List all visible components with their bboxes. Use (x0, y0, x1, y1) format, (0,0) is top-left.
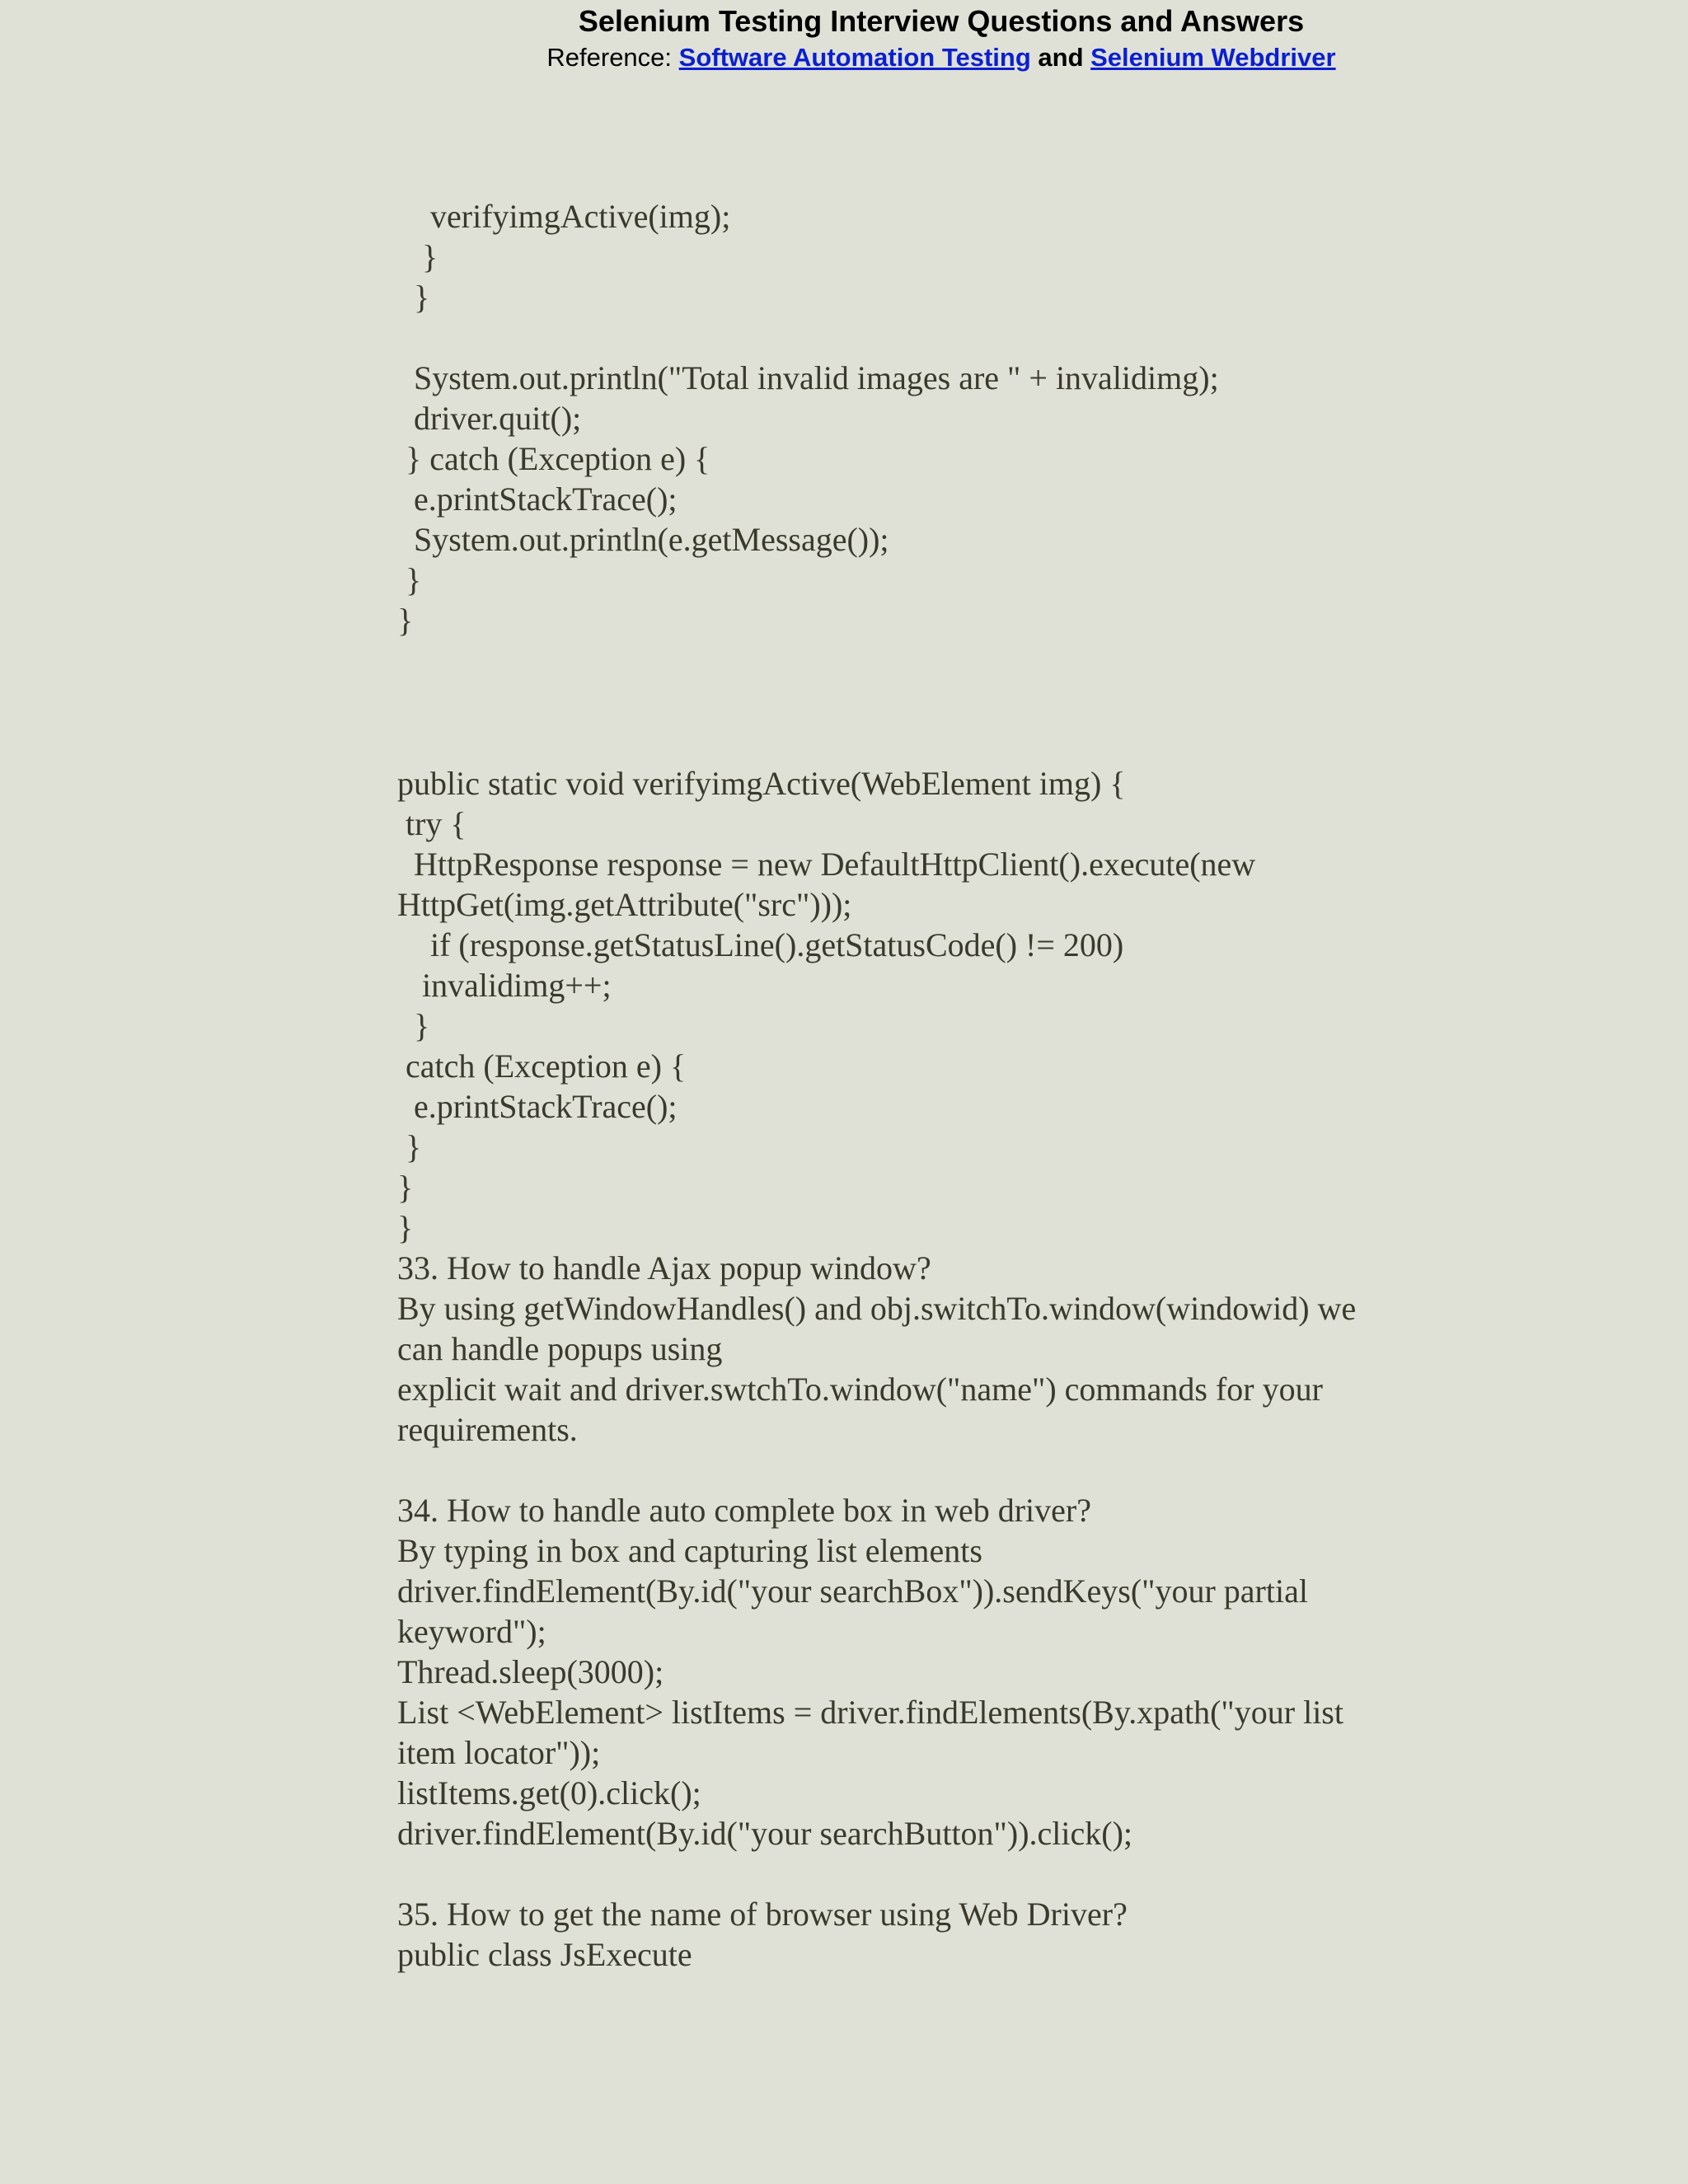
code-line: } (397, 561, 422, 598)
reference-and: and (1030, 43, 1091, 72)
text-line: } (397, 1007, 430, 1044)
text-line: List <WebElement> listItems = driver.findElements(By.xpath("your list (397, 1694, 1343, 1731)
text-line: 35. How to get the name of browser using Web Driver? (397, 1896, 1128, 1933)
text-line: driver.findElement(By.id("your searchButton")).click(); (397, 1815, 1133, 1852)
text-line: By typing in box and capturing list elements (397, 1532, 982, 1569)
reference-line (97, 41, 1688, 74)
text-line: e.printStackTrace(); (397, 1088, 678, 1125)
text-line: 33. How to handle Ajax popup window? (397, 1249, 931, 1286)
text-line: By using getWindowHandles() and obj.switchTo.window(windowid) we (397, 1290, 1357, 1327)
code-line: e.printStackTrace(); (397, 480, 678, 518)
code-line: } (397, 602, 414, 639)
text-line: HttpResponse response = new DefaultHttpClient().execute(new (397, 846, 1256, 883)
text-line: keyword"); (397, 1613, 546, 1650)
text-line: } (397, 1128, 422, 1165)
text-line: if (response.getStatusLine().getStatusCode() != 200) (397, 926, 1124, 963)
code-line (397, 317, 1568, 358)
text-line: driver.findElement(By.id("your searchBox")).sendKeys("your partial (397, 1572, 1308, 1610)
document-title: Selenium Testing Interview Questions and Answers (578, 4, 1305, 38)
content-block-questions (397, 763, 1568, 1975)
text-line: Thread.sleep(3000); (397, 1653, 664, 1690)
code-line: } (397, 238, 438, 275)
text-line (397, 1854, 1568, 1894)
text-line: item locator")); (397, 1734, 601, 1771)
text-line: } (397, 1209, 414, 1246)
text-line: public static void verifyimgActive(WebElement img) { (397, 765, 1126, 802)
text-line: requirements. (397, 1411, 578, 1448)
text-line: HttpGet(img.getAttribute("src"))); (397, 886, 852, 923)
text-line: try { (397, 805, 467, 842)
text-line: 34. How to handle auto complete box in web driver? (397, 1492, 1091, 1529)
text-line: catch (Exception e) { (397, 1047, 687, 1085)
text-line (397, 1450, 1568, 1490)
text-line: public class JsExecute (397, 1936, 692, 1973)
text-line: listItems.get(0).click(); (397, 1774, 701, 1811)
code-line: System.out.println(e.getMessage()); (397, 521, 889, 558)
code-line: verifyimgActive(img); (397, 198, 731, 235)
text-line: } (397, 1169, 414, 1206)
code-line: } (397, 279, 430, 316)
code-block-verify-images (397, 196, 1568, 640)
software-automation-testing-link[interactable]: Software Automation Testing (678, 43, 1031, 72)
code-line: driver.quit(); (397, 400, 582, 437)
text-line: can handle popups using (397, 1330, 723, 1367)
code-line: System.out.println("Total invalid images are " + invalidimg); (397, 359, 1219, 396)
selenium-webdriver-link[interactable]: Selenium Webdriver (1090, 43, 1336, 72)
text-line: explicit wait and driver.swtchTo.window("name") commands for your (397, 1371, 1323, 1408)
reference-prefix: Reference: (546, 43, 679, 72)
code-line: } catch (Exception e) { (397, 440, 710, 477)
text-line: invalidimg++; (397, 967, 612, 1004)
